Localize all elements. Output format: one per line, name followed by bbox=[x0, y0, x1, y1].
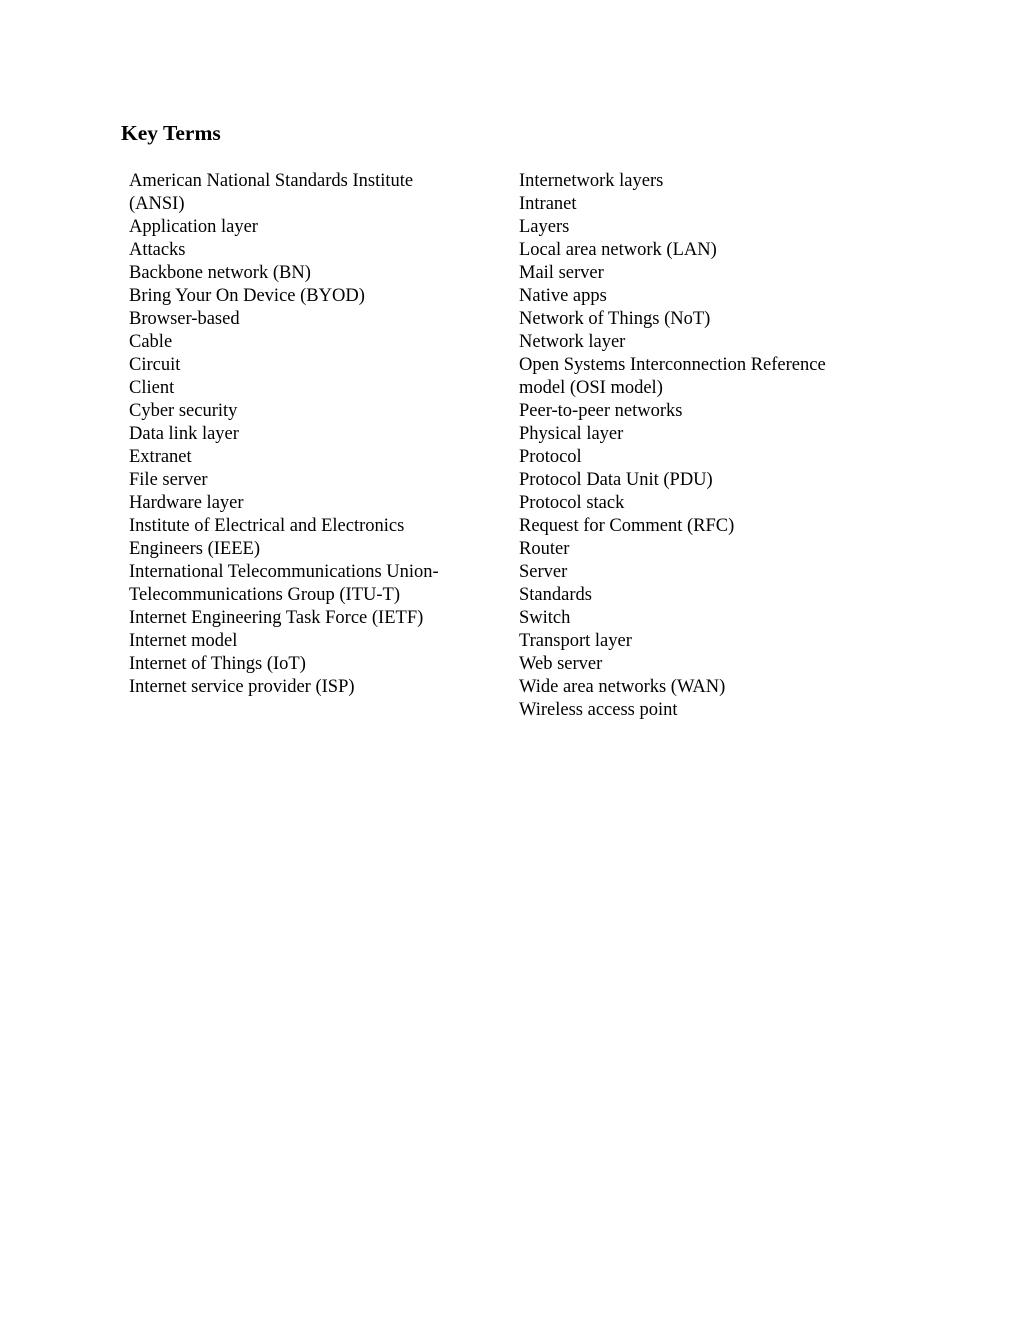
term-line: Layers bbox=[519, 217, 570, 237]
term-line: International Telecommunications Union- bbox=[129, 562, 439, 582]
right-term-column bbox=[519, 170, 899, 722]
term-line: Internet of Things (IoT) bbox=[129, 654, 306, 674]
term-line: Backbone network (BN) bbox=[129, 263, 311, 283]
term-line: Protocol stack bbox=[519, 493, 625, 513]
term-line: Intranet bbox=[519, 194, 577, 214]
term-line: Cyber security bbox=[129, 401, 238, 421]
term-line: Browser-based bbox=[129, 309, 240, 329]
term-line: Web server bbox=[519, 654, 603, 674]
term-line: Attacks bbox=[129, 240, 186, 260]
left-term-column bbox=[129, 170, 499, 699]
term-line: Local area network (LAN) bbox=[519, 240, 717, 260]
term-line: Internetwork layers bbox=[519, 171, 664, 191]
term-line: Open Systems Interconnection Reference bbox=[519, 355, 826, 375]
term-line: Standards bbox=[519, 585, 592, 605]
term-line: Internet service provider (ISP) bbox=[129, 677, 355, 697]
term-line: Native apps bbox=[519, 286, 607, 306]
term-line: Transport layer bbox=[519, 631, 632, 651]
term-line: Extranet bbox=[129, 447, 192, 467]
term-line: Application layer bbox=[129, 217, 258, 237]
page-title: Key Terms bbox=[121, 121, 221, 145]
term-line: Telecommunications Group (ITU-T) bbox=[129, 585, 400, 605]
term-line: Physical layer bbox=[519, 424, 624, 444]
term-line: model (OSI model) bbox=[519, 378, 663, 398]
term-line: File server bbox=[129, 470, 208, 490]
term-line: Protocol Data Unit (PDU) bbox=[519, 470, 713, 490]
term-line: Client bbox=[129, 378, 175, 398]
term-line: Network layer bbox=[519, 332, 626, 352]
term-line: Server bbox=[519, 562, 568, 582]
term-line: Router bbox=[519, 539, 570, 559]
term-line: Bring Your On Device (BYOD) bbox=[129, 286, 365, 306]
term-line: Network of Things (NoT) bbox=[519, 309, 711, 329]
term-line: Hardware layer bbox=[129, 493, 244, 513]
term-line: Circuit bbox=[129, 355, 181, 375]
term-line: Internet Engineering Task Force (IETF) bbox=[129, 608, 424, 628]
term-line: Internet model bbox=[129, 631, 238, 651]
term-line: (ANSI) bbox=[129, 194, 185, 214]
term-line: Cable bbox=[129, 332, 173, 352]
term-line: American National Standards Institute bbox=[129, 171, 414, 191]
term-line: Engineers (IEEE) bbox=[129, 539, 260, 559]
term-line: Wireless access point bbox=[519, 700, 678, 720]
term-line: Wide area networks (WAN) bbox=[519, 677, 726, 697]
term-line: Institute of Electrical and Electronics bbox=[129, 516, 405, 536]
term-line: Request for Comment (RFC) bbox=[519, 516, 735, 536]
term-line: Protocol bbox=[519, 447, 582, 467]
term-line: Data link layer bbox=[129, 424, 239, 444]
term-line: Peer-to-peer networks bbox=[519, 401, 683, 421]
term-line: Mail server bbox=[519, 263, 604, 283]
term-line: Switch bbox=[519, 608, 571, 628]
